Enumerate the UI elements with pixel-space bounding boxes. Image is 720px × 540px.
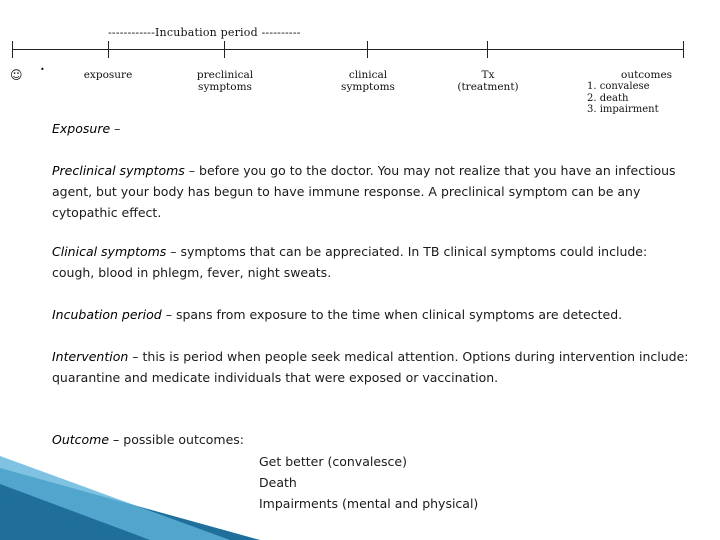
outcome-list-item: Impairments (mental and physical)	[259, 496, 479, 511]
timeline-stage-treatment: Tx (treatment)	[457, 69, 519, 93]
timeline-axis	[12, 49, 684, 50]
timeline-stage-exposure: exposure	[83, 69, 133, 81]
definition-preclinical-symptoms: Preclinical symptoms – before you go to the doctor. You may not realize that you have an infectious agent, but your body has begun to have immune response. A preclinical symptom can be any cytopathic effect.	[52, 163, 676, 220]
definition-incubation-period: Incubation period – spans from exposure to the time when clinical symptoms are detected.	[52, 307, 623, 322]
timeline-tick	[12, 41, 13, 58]
outcome-list-item: Death	[259, 475, 297, 490]
definition-clinical-symptoms: Clinical symptoms – symptoms that can be appreciated. In TB clinical symptoms could include: cough, blood in phlegm, fever, night sweats.	[52, 244, 648, 280]
timeline-tick	[683, 41, 684, 58]
timeline-outcome-item: 1. convalese	[587, 81, 650, 92]
timeline-title: ------------Incubation period ----------	[108, 26, 301, 39]
timeline-stage-clinical: clinical symptoms	[341, 69, 395, 93]
timeline-tick	[108, 41, 109, 58]
timeline-outcomes-label: outcomes	[621, 69, 673, 81]
incubation-timeline-diagram	[0, 0, 720, 125]
timeline-tick	[487, 41, 488, 58]
timeline-outcome-item: 3. impairment	[587, 104, 659, 115]
definition-outcome: Outcome – possible outcomes:	[52, 432, 244, 447]
timeline-tick	[367, 41, 368, 58]
timeline-tick	[224, 41, 225, 58]
dot-icon: •	[40, 65, 45, 74]
timeline-outcome-item: 2. death	[587, 93, 629, 104]
definition-intervention: Intervention – this is period when people seek medical attention. Options during intervention include: quarantine and medicate individuals that were exposed or vaccination.	[52, 349, 689, 385]
smiley-icon: ☺	[10, 68, 23, 82]
outcome-list-item: Get better (convalesce)	[259, 454, 407, 469]
decorative-ribbon	[0, 450, 260, 540]
timeline-stage-preclinical: preclinical symptoms	[196, 69, 254, 93]
definition-exposure: Exposure –	[52, 121, 121, 136]
